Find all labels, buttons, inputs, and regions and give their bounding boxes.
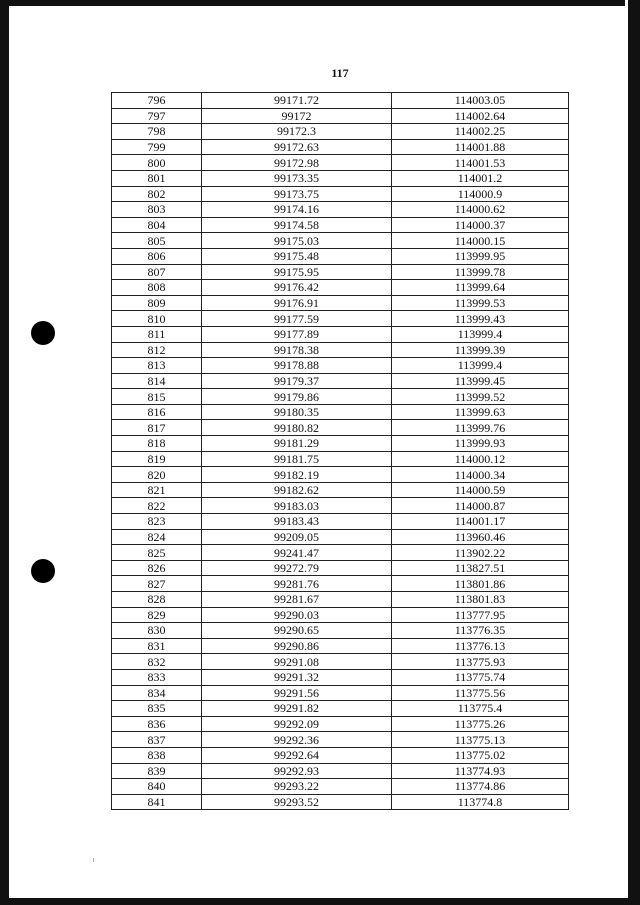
point-number-cell: 825 [112,545,202,561]
table-row [112,404,569,420]
point-number-cell: 816 [112,404,202,420]
point-number-cell: 827 [112,576,202,592]
page-number: 117 [331,66,349,80]
point-number-cell: 823 [112,514,202,530]
x-coordinate-cell: 99272.79 [202,560,392,576]
table-row [112,108,569,124]
point-number-cell: 803 [112,202,202,218]
table-row [112,186,569,202]
x-coordinate-cell: 99179.86 [202,389,392,405]
table-row [112,248,569,264]
x-coordinate-cell: 99290.03 [202,607,392,623]
y-coordinate-cell: 114000.34 [392,467,569,483]
table-row [112,420,569,436]
y-coordinate-cell: 114001.88 [392,139,569,155]
y-coordinate-cell: 113960.46 [392,529,569,545]
x-coordinate-cell: 99183.03 [202,498,392,514]
y-coordinate-cell: 113902.22 [392,545,569,561]
x-coordinate-cell: 99291.08 [202,654,392,670]
coordinate-table [111,92,569,810]
x-coordinate-cell: 99293.22 [202,779,392,795]
x-coordinate-cell: 99171.72 [202,93,392,109]
x-coordinate-cell: 99173.75 [202,186,392,202]
y-coordinate-cell: 113999.93 [392,436,569,452]
y-coordinate-cell: 113801.86 [392,576,569,592]
table-row [112,763,569,779]
table-row [112,779,569,795]
y-coordinate-cell: 113775.56 [392,685,569,701]
y-coordinate-cell: 114000.87 [392,498,569,514]
y-coordinate-cell: 113827.51 [392,560,569,576]
point-number-cell: 826 [112,560,202,576]
table-row [112,607,569,623]
y-coordinate-cell: 113999.53 [392,295,569,311]
point-number-cell: 813 [112,358,202,374]
x-coordinate-cell: 99281.76 [202,576,392,592]
y-coordinate-cell: 113775.93 [392,654,569,670]
scan-border-bottom [0,898,640,905]
punch-hole-bottom [31,559,55,583]
table-row [112,326,569,342]
table-row [112,311,569,327]
x-coordinate-cell: 99209.05 [202,529,392,545]
point-number-cell: 800 [112,155,202,171]
point-number-cell: 807 [112,264,202,280]
y-coordinate-cell: 113999.52 [392,389,569,405]
x-coordinate-cell: 99182.62 [202,482,392,498]
punch-hole-top [31,321,55,345]
y-coordinate-cell: 113801.83 [392,592,569,608]
table-row [112,217,569,233]
table-row [112,139,569,155]
table-row [112,358,569,374]
table-row [112,747,569,763]
x-coordinate-cell: 99175.03 [202,233,392,249]
table-row [112,451,569,467]
table-row [112,685,569,701]
y-coordinate-cell: 113776.35 [392,623,569,639]
point-number-cell: 829 [112,607,202,623]
table-row [112,592,569,608]
table-row [112,467,569,483]
x-coordinate-cell: 99181.29 [202,436,392,452]
table-row [112,514,569,530]
x-coordinate-cell: 99177.59 [202,311,392,327]
point-number-cell: 804 [112,217,202,233]
y-coordinate-cell: 114000.15 [392,233,569,249]
x-coordinate-cell: 99181.75 [202,451,392,467]
y-coordinate-cell: 113777.95 [392,607,569,623]
scan-border-left [0,0,9,905]
point-number-cell: 835 [112,701,202,717]
x-coordinate-cell: 99292.36 [202,732,392,748]
point-number-cell: 798 [112,124,202,140]
x-coordinate-cell: 99290.86 [202,638,392,654]
table-row [112,202,569,218]
table-row [112,654,569,670]
point-number-cell: 817 [112,420,202,436]
y-coordinate-cell: 113999.76 [392,420,569,436]
x-coordinate-cell: 99177.89 [202,326,392,342]
point-number-cell: 834 [112,685,202,701]
x-coordinate-cell: 99174.16 [202,202,392,218]
y-coordinate-cell: 114003.05 [392,93,569,109]
x-coordinate-cell: 99180.82 [202,420,392,436]
point-number-cell: 819 [112,451,202,467]
point-number-cell: 818 [112,436,202,452]
point-number-cell: 820 [112,467,202,483]
y-coordinate-cell: 114000.37 [392,217,569,233]
x-coordinate-cell: 99175.95 [202,264,392,280]
point-number-cell: 809 [112,295,202,311]
point-number-cell: 828 [112,592,202,608]
table-row [112,93,569,109]
x-coordinate-cell: 99178.88 [202,358,392,374]
table-row [112,436,569,452]
y-coordinate-cell: 113775.74 [392,669,569,685]
point-number-cell: 812 [112,342,202,358]
x-coordinate-cell: 99292.93 [202,763,392,779]
x-coordinate-cell: 99183.43 [202,514,392,530]
point-number-cell: 808 [112,280,202,296]
y-coordinate-cell: 114000.9 [392,186,569,202]
point-number-cell: 831 [112,638,202,654]
x-coordinate-cell: 99172.63 [202,139,392,155]
point-number-cell: 799 [112,139,202,155]
point-number-cell: 797 [112,108,202,124]
y-coordinate-cell: 113775.4 [392,701,569,717]
table-row [112,389,569,405]
point-number-cell: 814 [112,373,202,389]
table-row [112,716,569,732]
table-row [112,342,569,358]
point-number-cell: 830 [112,623,202,639]
table-row [112,280,569,296]
table-row [112,701,569,717]
y-coordinate-cell: 113999.4 [392,358,569,374]
point-number-cell: 839 [112,763,202,779]
y-coordinate-cell: 114001.17 [392,514,569,530]
table-row [112,669,569,685]
table-row [112,638,569,654]
x-coordinate-cell: 99175.48 [202,248,392,264]
x-coordinate-cell: 99182.19 [202,467,392,483]
x-coordinate-cell: 99172.3 [202,124,392,140]
y-coordinate-cell: 113775.26 [392,716,569,732]
point-number-cell: 806 [112,248,202,264]
point-number-cell: 811 [112,326,202,342]
point-number-cell: 802 [112,186,202,202]
x-coordinate-cell: 99172 [202,108,392,124]
y-coordinate-cell: 114001.53 [392,155,569,171]
x-coordinate-cell: 99179.37 [202,373,392,389]
table-row [112,560,569,576]
x-coordinate-cell: 99290.65 [202,623,392,639]
y-coordinate-cell: 113774.86 [392,779,569,795]
y-coordinate-cell: 113775.02 [392,747,569,763]
point-number-cell: 824 [112,529,202,545]
x-coordinate-cell: 99241.47 [202,545,392,561]
point-number-cell: 822 [112,498,202,514]
x-coordinate-cell: 99293.52 [202,794,392,810]
table-row [112,124,569,140]
y-coordinate-cell: 114002.25 [392,124,569,140]
point-number-cell: 836 [112,716,202,732]
x-coordinate-cell: 99172.98 [202,155,392,171]
y-coordinate-cell: 113999.4 [392,326,569,342]
table-row [112,794,569,810]
table-row [112,155,569,171]
x-coordinate-cell: 99174.58 [202,217,392,233]
y-coordinate-cell: 113776.13 [392,638,569,654]
y-coordinate-cell: 113999.39 [392,342,569,358]
table-row [112,264,569,280]
x-coordinate-cell: 99292.09 [202,716,392,732]
table-row [112,373,569,389]
point-number-cell: 838 [112,747,202,763]
y-coordinate-cell: 113999.95 [392,248,569,264]
y-coordinate-cell: 113999.78 [392,264,569,280]
table-row [112,545,569,561]
table-row [112,295,569,311]
x-coordinate-cell: 99176.42 [202,280,392,296]
y-coordinate-cell: 113774.93 [392,763,569,779]
table-row [112,482,569,498]
point-number-cell: 815 [112,389,202,405]
x-coordinate-cell: 99291.56 [202,685,392,701]
y-coordinate-cell: 113775.13 [392,732,569,748]
x-coordinate-cell: 99292.64 [202,747,392,763]
point-number-cell: 833 [112,669,202,685]
table-row [112,498,569,514]
y-coordinate-cell: 113999.63 [392,404,569,420]
scan-border-right [628,0,640,905]
y-coordinate-cell: 114002.64 [392,108,569,124]
point-number-cell: 801 [112,170,202,186]
point-number-cell: 841 [112,794,202,810]
y-coordinate-cell: 113999.43 [392,311,569,327]
y-coordinate-cell: 113999.64 [392,280,569,296]
table-row [112,576,569,592]
y-coordinate-cell: 113999.45 [392,373,569,389]
coordinate-table-body [112,93,569,810]
x-coordinate-cell: 99180.35 [202,404,392,420]
point-number-cell: 840 [112,779,202,795]
x-coordinate-cell: 99178.38 [202,342,392,358]
point-number-cell: 837 [112,732,202,748]
x-coordinate-cell: 99281.67 [202,592,392,608]
y-coordinate-cell: 114001.2 [392,170,569,186]
y-coordinate-cell: 114000.62 [392,202,569,218]
y-coordinate-cell: 114000.12 [392,451,569,467]
point-number-cell: 810 [112,311,202,327]
point-number-cell: 821 [112,482,202,498]
x-coordinate-cell: 99176.91 [202,295,392,311]
table-row [112,170,569,186]
scan-speck [93,858,94,862]
point-number-cell: 796 [112,93,202,109]
point-number-cell: 805 [112,233,202,249]
x-coordinate-cell: 99291.82 [202,701,392,717]
y-coordinate-cell: 113774.8 [392,794,569,810]
table-row [112,732,569,748]
table-row [112,623,569,639]
table-row [112,233,569,249]
point-number-cell: 832 [112,654,202,670]
y-coordinate-cell: 114000.59 [392,482,569,498]
scan-border-top [0,0,625,6]
x-coordinate-cell: 99173.35 [202,170,392,186]
table-row [112,529,569,545]
x-coordinate-cell: 99291.32 [202,669,392,685]
